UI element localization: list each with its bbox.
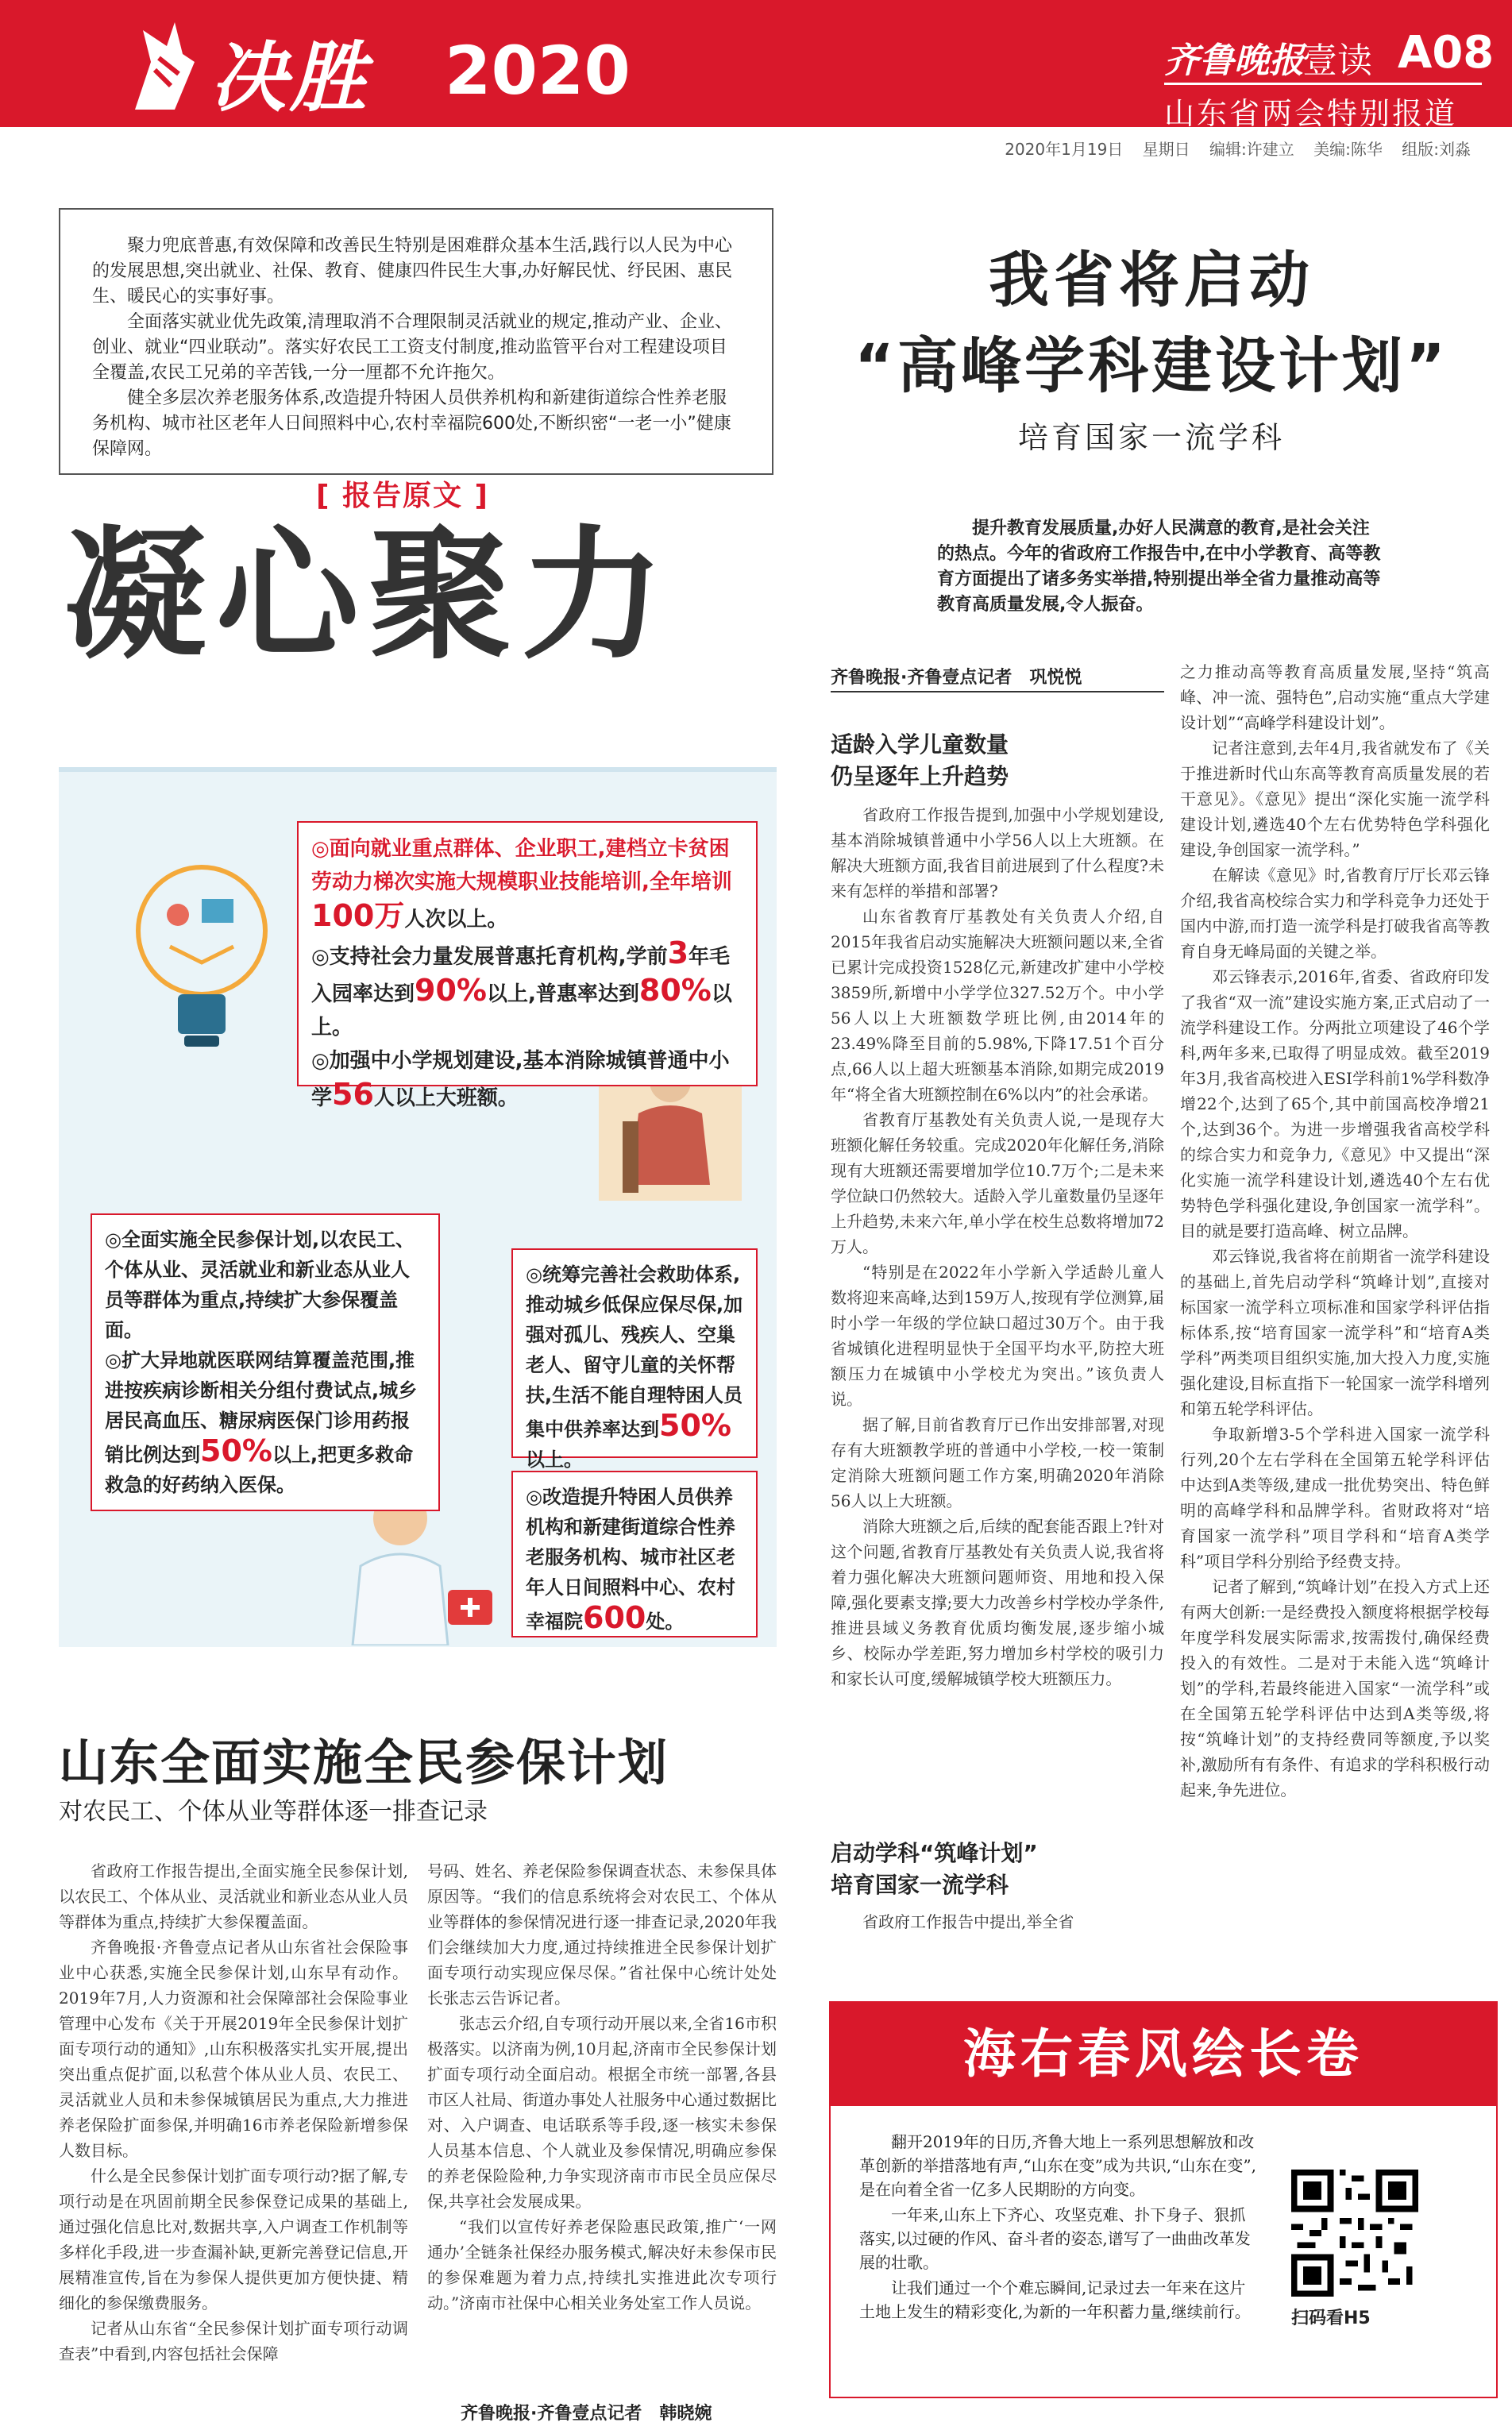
subhead-line: 仍呈逐年上升趋势 (831, 763, 1009, 789)
card-text: 处。 (646, 1610, 685, 1633)
report-tag: [ 报告原文 ] (316, 480, 489, 512)
paragraph: 号码、姓名、养老保险参保调查状态、未参保具体原因等。“我们的信息系统将会对农民工、个体从业等群体的参保情况进行逐一排查记录,2020年我们会继续加大力度,通过持续推进全民参保计划扩面专项行动实现应保尽保。”省社保中心统计处处长张志云告诉记者。 (427, 1861, 777, 2008)
report-excerpt-box (59, 208, 773, 475)
card-number: 600 (583, 1600, 646, 1635)
lead-paragraph: 提升教育发展质量,办好人民满意的教育,是社会关注的热点。今年的省政府工作报告中,在中小学教育、高等教育方面提出了诸多务实举措,特别提出举全省力量推动高等教育高质量发展,令人振奋。 (937, 519, 1381, 615)
paragraph: 在解读《意见》时,省教育厅厅长邓云锋介绍,我省高校综合实力和学科竞争力还处于国内中游,而打造一流学科是打破我省高等教育自身无峰局面的关键之举。 (1180, 866, 1490, 961)
excerpt-paragraph: 健全多层次养老服务体系,改造提升特困人员供养机构和新建街道综合性养老服务机构、城市社区老年人日间照料中心,农村幸福院600处,不断织密“一老一小”健康保障网。 (92, 388, 731, 459)
card-number: 50% (200, 1433, 272, 1468)
paragraph: 邓云锋表示,2016年,省委、省政府印发了我省“双一流”建设实施方案,正式启动了一流学科建设工作。分两批立项建设了46个学科,两年多来,已取得了明显成效。截至2019年3月,我省高校进入ESI学科前1%学科数净增22个,达到了65个,其中前国高校净增21个,达到36个。为进一步增强我省高校学科的综合实力和竞争力,《意见》中又提出“深化实施一流学科建设计划,遴选40个左右优势特色学科强化建设,争创国家一流学科”。目的就是要打造高峰、树立品牌。 (1180, 967, 1490, 1240)
card-number: 90% (415, 973, 487, 1008)
paper-name: 齐鲁晚报 (1164, 41, 1304, 81)
excerpt-paragraph: 聚力兜底普惠,有效保障和改善民生特别是困难群众基本生活,践行以人民为中心的发展思想,突出就业、社保、教育、健康四件民生大事,办好解民忧、纾民困、惠民生、暖民心的实事好事。 (92, 236, 732, 307)
lightbulb-illustration (122, 851, 281, 1058)
article-column (59, 1858, 408, 2414)
promo-paragraph: 翻开2019年的日历,齐鲁大地上一系列思想解放和改革创新的举措落地有声,“山东在变”成为共识,“山东在变”,是在向着全省一亿多人民期盼的方向变。 (859, 2132, 1256, 2199)
paragraph: 省政府工作报告提出,全面实施全民参保计划,以农民工、个体从业、灵活就业和新业态从业人员等群体为重点,持续扩大参保覆盖面。 (59, 1861, 408, 1931)
header-subtitle: 山东省两会特别报道 (1164, 96, 1458, 131)
info-card-assistance (511, 1248, 758, 1471)
infographic (59, 767, 777, 1647)
dateline (990, 137, 1471, 160)
subhead-line: 启动学科“筑峰计划” (831, 1840, 1038, 1866)
paragraph: 张志云介绍,自专项行动开展以来,全省16市积极落实。以济南为例,10月起,济南市全民参保计划扩面专项行动全面启动。根据全市统一部署,各县市区人社局、街道办事处人社服务中心通过数据比对、入户调查、电话联系等手段,逐一核实未参保人员基本信息、个人就业及参保情况,明确应参保的养老保险险种,力争实现济南市市民全员应保尽保,共享社会发展成果。 (427, 2014, 777, 2211)
art-editor: 美编:陈华 (1313, 140, 1383, 159)
promo-paragraph: 让我们通过一个个难忘瞬间,记录过去一年来在这片土地上发生的精彩变化,为新的一年积蓄力量,继续前行。 (859, 2278, 1251, 2321)
main-subheadline: 培育国家一流学科 (1017, 420, 1285, 455)
article-column (831, 1909, 1164, 1941)
paragraph: 省政府工作报告中提出,举全省 (862, 1912, 1074, 1931)
info-card-education (297, 821, 758, 1112)
card-text: ◎全面实施全民参保计划,以农民工、个体从业、灵活就业和新业态从业人员等群体为重点,持续扩大参保覆盖面。 (105, 1229, 415, 1341)
card-text: 以上。 (311, 982, 732, 1040)
paragraph: 消除大班额之后,后续的配套能否跟上?针对这个问题,省教育厅基教处有关负责人说,我省将着力强化解决大班额问题师资、用地和投入保障,强化要素支撑;要大力改善乡村学校办学条件,推进县域义务教育优质均衡发展,逐步缩小城乡、校际办学差距,努力增加乡村学校的吸引力和家长认可度,缓解城镇学校大班额压力。 (831, 1517, 1164, 1688)
paragraph: 省教育厅基教处有关负责人说,一是现存大班额化解任务较重。完成2020年化解任务,消除现有大班额还需要增加学位10.7万个;二是未来学位缺口仍然较大。适龄入学儿童数量仍呈逐年上升趋势,未来六年,单小学在校生总数将增加72万人。 (831, 1110, 1164, 1256)
editor: 编辑:许建立 (1209, 140, 1294, 159)
date: 2020年1月19日 (1005, 140, 1124, 159)
paragraph: 争取新增3-5个学科进入国家一流学科行列,20个左右学科在全国第五轮学科评估中达到A类等级,建成一批优势突出、特色鲜明的高峰学科和品牌学科。省财政将对“培育国家一流学科”项目学科和“培育A类学科”项目学科分别给予经费支持。 (1180, 1425, 1490, 1571)
card-text: ◎统筹完善社会救助体系,推动城乡低保应保尽保,加强对孤儿、残疾人、空巢老人、留守儿童的关怀帮扶,生活不能自理特困人员集中供养率达到 (526, 1263, 743, 1441)
paragraph: 什么是全民参保计划扩面专项行动?据了解,专项行动是在巩固前期全民参保登记成果的基础上,通过强化信息比对,数据共享,入户调查工作机制等多样化手段,进一步查漏补缺,更新完善登记信息,开展精准宣传,旨在为参保人提供更加方便快捷、精细化的参保缴费服务。 (59, 2166, 408, 2312)
paragraph: 齐鲁晚报·齐鲁壹点记者从山东省社会保险事业中心获悉,实施全民参保计划,山东早有动作。2019年7月,人力资源和社会保障部社会保险事业管理中心发布《关于开展2019年全民参保计划扩面专项行动的通知》,山东积极落实扎实开展,提出突出重点促扩面,以私营个体从业人员、农民工、灵活就业人员和未参保城镇居民为重点,大力推进养老保险扩面参保,并明确16市养老保险新增参保人数目标。 (59, 1938, 408, 2160)
promo-title: 海右春风绘长卷 (831, 2003, 1496, 2106)
paragraph: 据了解,目前省教育厅已作出安排部署,对现存有大班额教学班的普通中小学校,一校一策制定消除大班额问题工作方案,明确2020年消除56人以上大班额。 (831, 1415, 1164, 1510)
card-text: 人次以上。 (404, 908, 508, 932)
section-subhead (831, 1838, 1038, 1901)
promo-text (859, 2130, 1256, 2325)
paragraph: 山东省教育厅基教处有关负责人介绍,自2015年我省启动实施解决大班额问题以来,全省已累计完成投资1528亿元,新建改扩建中小学校3859所,新增中小学学位327.52万个。中小学56人以上大班额数学班比例,由2014年的23.49%降至目前的5.98%,下降17.51个百分点,66人以上超大班额基本消除,如期完成2019年“将全省大班额控制在6%以内”的社会承诺。 (831, 907, 1164, 1104)
paragraph: “我们以宣传好养老保险惠民政策,推广‘一网通办’全链条社保经办服务模式,解决好未参保市民的参保难题为着力点,持续扎实推进此次专项行动。”济南市社保中心相关业务处室工作人员说。 (427, 2217, 777, 2312)
card-text: ◎加强中小学规划建设,基本消除城镇普通中小学 (311, 1049, 730, 1110)
main-headline-line1: 我省将启动 (989, 245, 1314, 315)
header-rule (1164, 83, 1482, 85)
weekday: 星期日 (1142, 140, 1190, 159)
qr-label: 扫码看H5 (1291, 2309, 1371, 2328)
column-title: 决胜 (210, 33, 369, 122)
section-subhead (831, 729, 1009, 793)
card-number: 3 (667, 935, 689, 970)
qr-code-icon[interactable] (1291, 2170, 1418, 2297)
article-headline: 山东全面实施全民参保计划 (59, 1734, 669, 1792)
card-text: ◎改造提升特困人员供养机构和新建街道综合性养老服务机构、城市社区老年人日间照料中心、农村幸福院 (526, 1486, 735, 1633)
promo-paragraph: 一年来,山东上下齐心、攻坚克难、扑下身子、狠抓落实,以过硬的作风、奋斗者的姿态,谱写了一曲曲改革发展的壮歌。 (859, 2205, 1251, 2272)
page-number: A08 (1398, 27, 1495, 79)
torch-hand-logo (119, 14, 206, 118)
promo-box (829, 2001, 1498, 2398)
article-byline: 齐鲁晚报·齐鲁壹点记者 巩悦悦 (831, 668, 1082, 688)
paragraph: 邓云锋说,我省将在前期省一流学科建设的基础上,首先启动学科“筑峰计划”,直接对标国家一流学科立项标准和国家学科评估指标体系,按“培育国家一流学科”和“培育A类学科”两类项目组织实施,加大投入力度,实施强化建设,目标直指下一轮国家一流学科增列和第五轮学科评估。 (1180, 1247, 1490, 1418)
paragraph: “特别是在2022年小学新入学适龄儿童人数将迎来高峰,达到159万人,按现有学位测算,届时小学一年级的学位缺口超过30万个。由于我省城镇化进程明显快于全国平均水平,防控大班额压力在城镇中小学校尤为突出。”该负责人说。 (831, 1263, 1164, 1409)
card-number: 100万 (311, 898, 405, 933)
page-header (0, 0, 1512, 131)
article-column (1180, 659, 1490, 1882)
main-headline-line2: “高峰学科建设计划” (854, 330, 1448, 401)
article-column (831, 802, 1164, 1826)
paragraph: 之力推动高等教育高质量发展,坚持“筑高峰、冲一流、强特色”,启动实施“重点大学建设计划”“高峰学科建设计划”。 (1180, 662, 1490, 732)
column-year: 2020 (445, 32, 631, 110)
article-byline: 齐鲁晚报·齐鲁壹点记者 韩晓婉 (461, 2404, 712, 2424)
article-column (427, 1858, 777, 2390)
big-title: 凝心聚力 (64, 513, 674, 679)
card-text: 人以上大班额。 (373, 1086, 519, 1110)
paragraph: 记者注意到,去年4月,我省就发布了《关于推进新时代山东高等教育高质量发展的若干意见》。《意见》提出“深化实施一流学科建设计划,遴选40个左右优势特色学科强化建设,争创国家一流学科。” (1180, 739, 1490, 859)
section-name: 壹读 (1302, 41, 1372, 81)
article-subheadline: 对农民工、个体从业等群体逐一排查记录 (59, 1798, 488, 1826)
card-number: 56 (332, 1077, 374, 1112)
card-number: 50% (659, 1408, 731, 1443)
card-text: 以上。 (526, 1448, 583, 1471)
layout-editor: 组版:刘淼 (1402, 140, 1471, 159)
paragraph: 记者了解到,“筑峰计划”在投入方式上还有两大创新:一是经费投入额度将根据学校每年度学科发展实际需求,按需拨付,确保经费投入的有效性。二是对于未能入选“筑峰计划”的学科,若最终能进入国家“一流学科”或在全国第五轮学科评估中达到A类等级,将按“筑峰计划”的支持经费同等额度,予以奖补,激励所有有条件、有追求的学科积极行动起来,争先进位。 (1180, 1577, 1490, 1799)
subhead-line: 适龄入学儿童数量 (831, 731, 1009, 758)
card-text: 年毛入园率达到 (311, 945, 731, 1006)
excerpt-paragraph: 全面落实就业优先政策,清理取消不合理限制灵活就业的规定,推动产业、企业、创业、就业“四业联动”。落实好农民工工资支付制度,推动监管平台对工程建设项目全覆盖,农民工兄弟的辛苦钱,一分一厘都不允许拖欠。 (92, 312, 732, 383)
card-number: 80% (638, 973, 712, 1008)
card-text: ◎支持社会力量发展普惠托育机构,学前 (311, 945, 668, 969)
info-card-insurance (91, 1213, 440, 1511)
byline-divider (831, 691, 1164, 692)
card-text: 以上,把更多救命救急的好药纳入医保。 (105, 1444, 414, 1496)
card-text: ◎面向就业重点群体、企业职工,建档立卡贫困劳动力梯次实施大规模职业技能培训,全年培训 (311, 837, 732, 894)
subhead-line: 培育国家一流学科 (831, 1872, 1009, 1898)
card-text: 以上,普惠率达到 (486, 982, 639, 1006)
info-card-elderly-care (511, 1471, 758, 1637)
paragraph: 记者从山东省“全民参保计划扩面专项行动调查表”中看到,内容包括社会保障 (59, 2319, 408, 2363)
card-text: ◎扩大异地就医联网结算覆盖范围,推进按疾病诊断相关分组付费试点,城乡居民高血压、糖尿病医保门诊用药报销比例达到 (105, 1349, 418, 1466)
paragraph: 省政府工作报告提到,加强中小学规划建设,基本消除城镇普通中小学56人以上大班额。在解决大班额方面,我省目前进展到了什么程度?未来有怎样的举措和部署? (831, 805, 1164, 901)
